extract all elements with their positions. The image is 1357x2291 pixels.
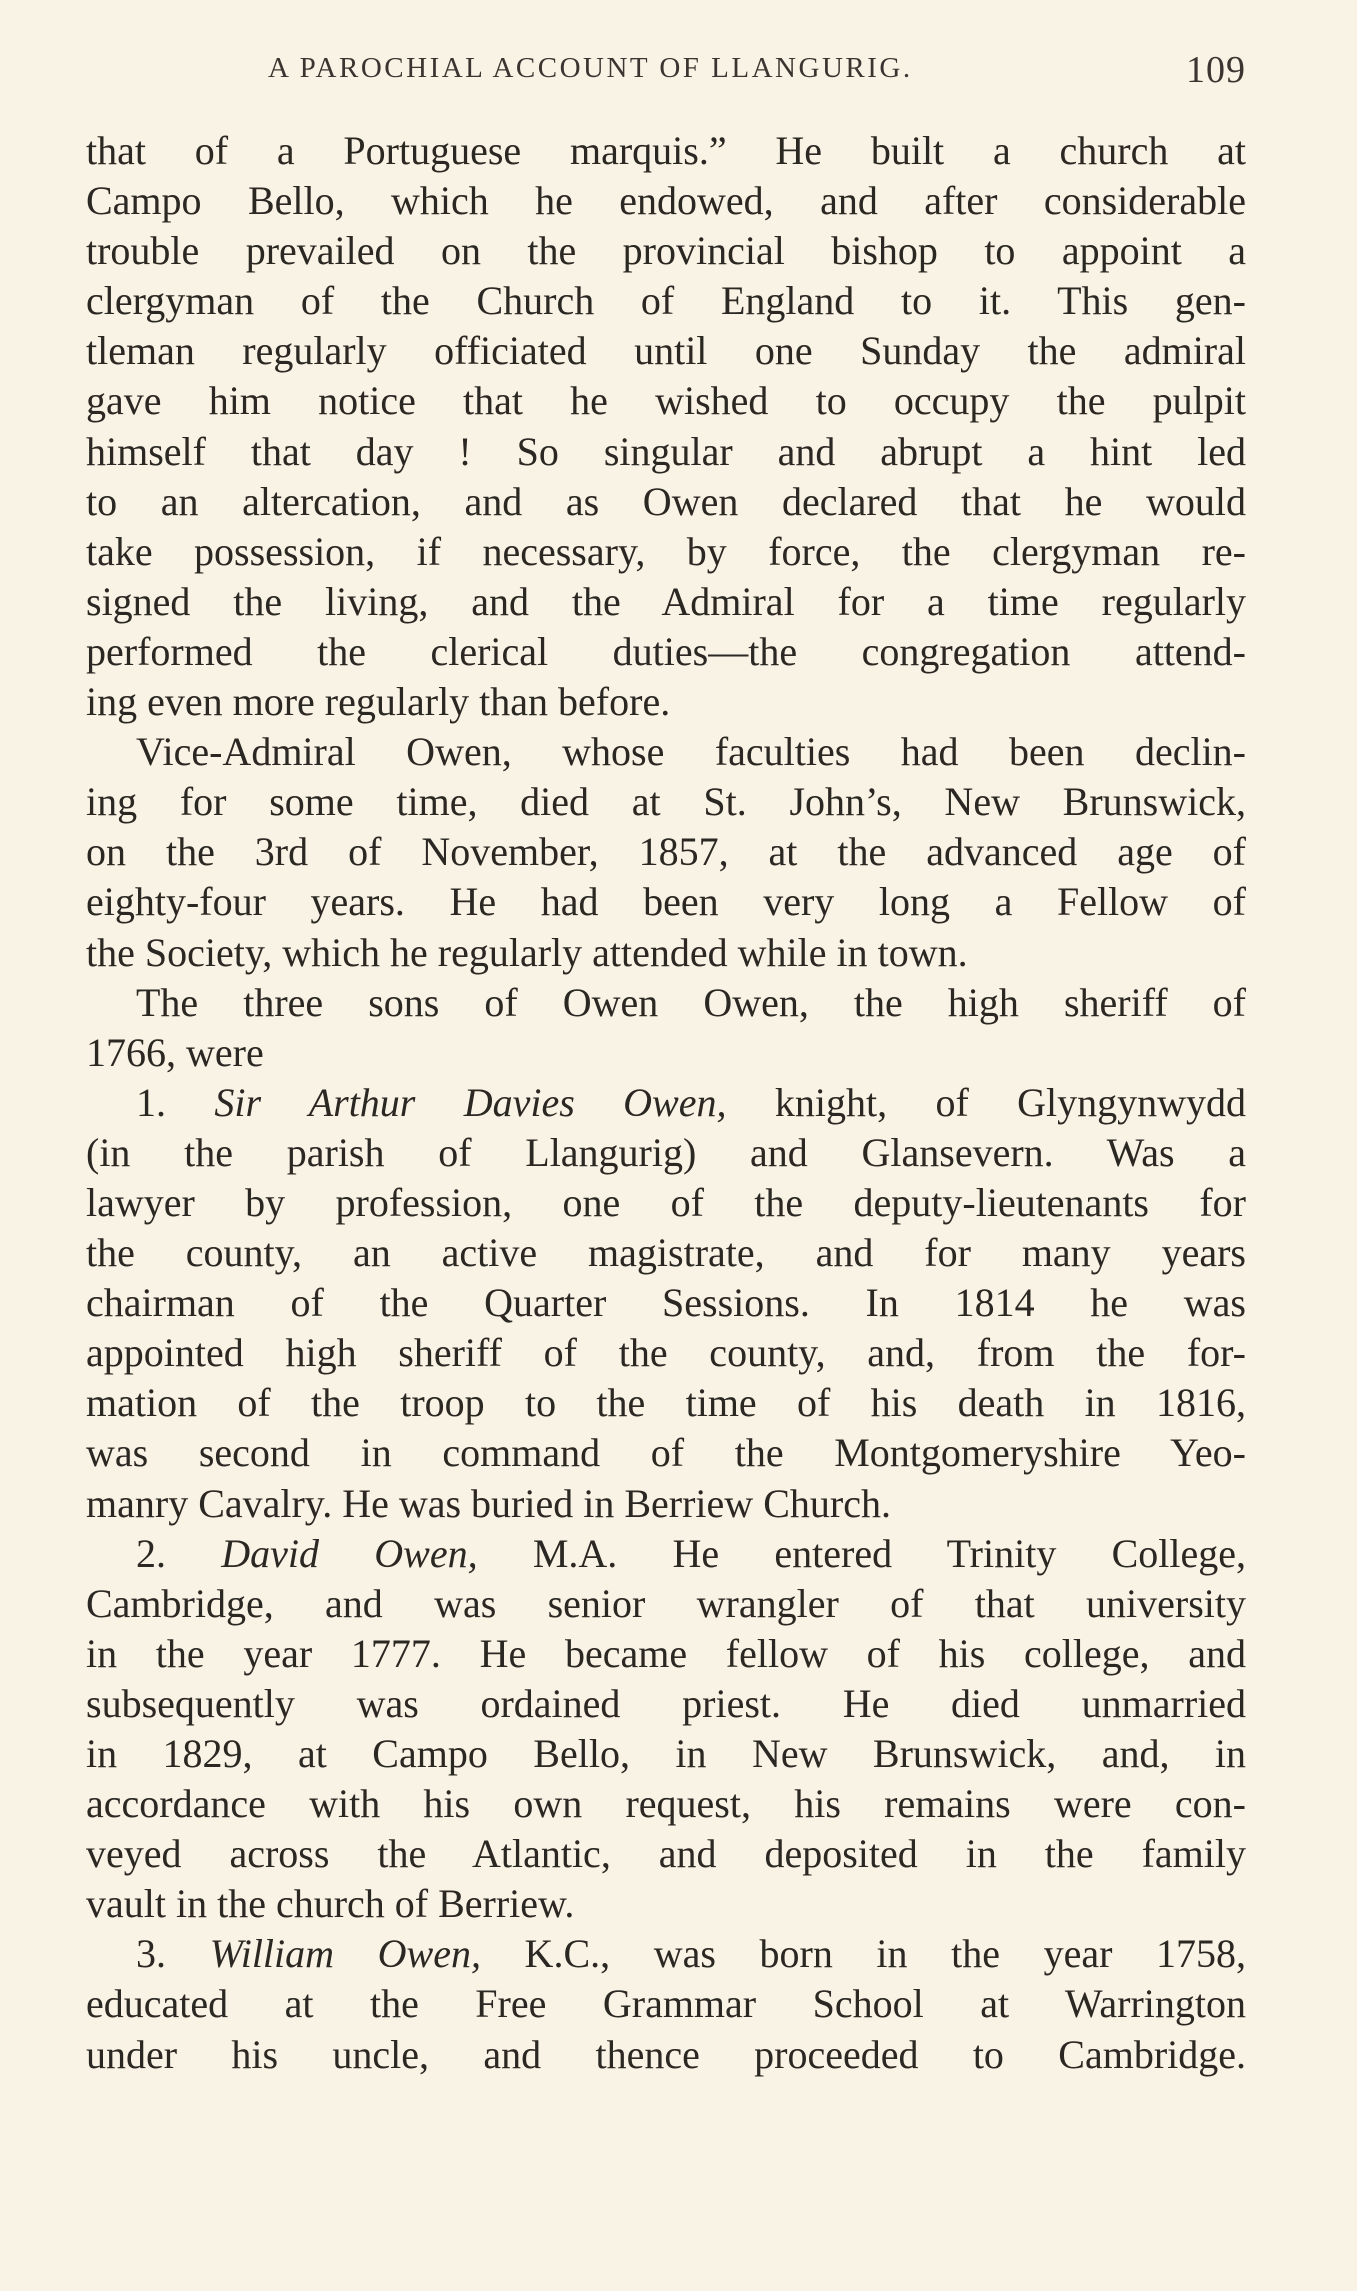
text-line: educated at the Free Grammar School at Warrington [86,1981,1246,2027]
text-line: on the 3rd of November, 1857, at the advanced age of [86,829,1246,875]
text-line [86,1078,1246,1128]
line-rest: knight, of Glyngynwydd [726,1079,1247,1125]
text-line: was second in command of the Montgomeryshire Yeo- [86,1430,1246,1476]
text-line: subsequently was ordained priest. He died unmarried [86,1680,1246,1726]
text-line: clergyman of the Church of England to it. This gen- [86,278,1246,324]
text-line: that of a Portuguese marquis.” He built a church at [86,128,1246,173]
text-line: lawyer by profession, one of the deputy-lieutenants for [86,1179,1246,1225]
text-line: appointed high sheriff of the county, and, from the for- [86,1330,1246,1376]
list-number: 2. [136,1530,222,1576]
text-line: in 1829, at Campo Bello, in New Brunswick, and, in [86,1731,1246,1776]
page-number: 109 [1186,49,1246,91]
person-name: Sir Arthur Davies Owen, [214,1079,727,1125]
text-line: tleman regularly officiated until one Sunday the admiral [86,328,1246,374]
running-header [268,49,1246,92]
text-line: take possession, if necessary, by force, the clergyman re- [86,528,1246,574]
text-line: manry Cavalry. He was buried in Berriew Church. [86,1480,891,1526]
body-text [86,126,1246,2080]
text-line: signed the living, and the Admiral for a time regularly [86,578,1246,624]
text-line [86,1529,1246,1579]
text-line: trouble prevailed on the provincial bishop to appoint a [86,228,1246,274]
text-line: Cambridge, and was senior wrangler of that university [86,1580,1246,1626]
text-line: Campo Bello, which he endowed, and after considerable [86,178,1246,224]
line-rest: M.A. He entered Trinity College, [477,1530,1246,1576]
text-line: chairman of the Quarter Sessions. In 1814 he was [86,1280,1246,1326]
text-line: 1766, were [86,1029,264,1075]
text-line: (in the parish of Llangurig) and Glansevern. Was a [86,1129,1246,1175]
text-line: Vice-Admiral Owen, whose faculties had been declin- [136,729,1246,775]
person-name: William Owen, [209,1931,481,1977]
text-line: mation of the troop to the time of his death in 1816, [86,1380,1246,1426]
list-number: 1. [136,1079,215,1125]
text-line: to an altercation, and as Owen declared that he would [86,478,1246,524]
text-line: vault in the church of Berriew. [86,1881,575,1927]
text-line: the Society, which he regularly attended while in town. [86,929,968,975]
text-line: the county, an active magistrate, and for many years [86,1230,1246,1276]
line-rest: K.C., was born in the year 1758, [480,1931,1247,1977]
text-line: The three sons of Owen Owen, the high sheriff of [136,979,1246,1025]
text-line: gave him notice that he wished to occupy the pulpit [86,378,1246,424]
text-line: eighty-four years. He had been very long a Fellow of [86,879,1246,925]
text-line [86,1929,1246,1979]
text-line: veyed across the Atlantic, and deposited in the family [86,1831,1246,1877]
text-line: performed the clerical duties—the congregation attend- [86,628,1246,674]
text-line: ing even more regularly than before. [86,679,671,725]
text-line: in the year 1777. He became fellow of his college, and [86,1630,1246,1676]
person-name: David Owen, [221,1530,478,1576]
list-number: 3. [136,1931,210,1977]
text-line: under his uncle, and thence proceeded to Cambridge. [86,2031,1246,2077]
text-line: ing for some time, died at St. John’s, New Brunswick, [86,779,1246,825]
text-line: accordance with his own request, his remains were con- [86,1781,1246,1827]
running-head-title: A PAROCHIAL ACCOUNT OF LLANGURIG. [268,52,913,84]
text-line: himself that day ! So singular and abrupt a hint led [86,428,1246,474]
